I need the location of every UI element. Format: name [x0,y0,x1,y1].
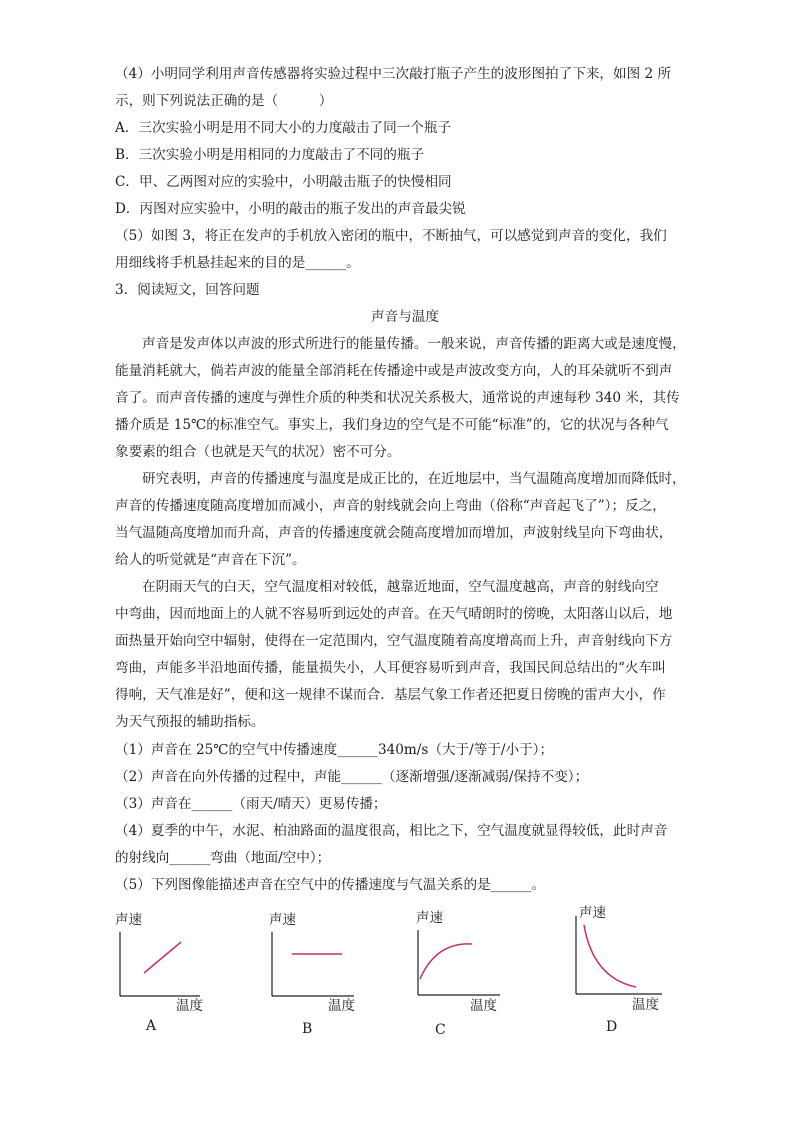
p3-line: 得响，天气准是好”，便和这一规律不谋而合．基层气象工作者还把夏日傍晚的雷声大小，作 [115,687,666,703]
section3-heading: 3．阅读短文，回答问题 [115,282,260,298]
q4-option-d: D．丙图对应实验中，小明的敲击的瓶子发出的声音最尖锐 [115,201,466,217]
p2-line: 声音的传播速度随高度增加而减小，声音的射线就会向上弯曲（俗称“声音起飞了”）；反之， [115,498,666,514]
graph-option-c [406,902,536,1042]
x-axis-label: 温度 [176,998,203,1014]
option-letter-a: A [146,1018,157,1034]
curve-saturating [420,944,472,979]
subquestion-1: （1）声音在 25℃的空气中传播速度______340m/s（大于/等于/小于）； [115,742,554,758]
p2-line: 给人的听觉就是“声音在下沉”。 [115,552,306,568]
p3-line: 中弯曲，因而地面上的人就不容易听到远处的声音。在天气晴朗时的傍晚，太阳落山以后，地 [115,606,673,622]
y-axis-label: 声速 [269,912,296,928]
subquestion-5: （5）下列图像能描述声音在空气中的传播速度与气温关系的是______。 [115,877,546,893]
graph-option-b [262,902,392,1042]
subquestion-4-line2: 的射线向______弯曲（地面/空中）； [115,850,331,866]
y-axis-label: 声速 [579,905,606,921]
graph-options [110,902,700,1047]
p1-line: 播介质是 15℃的标准空气。事实上，我们身边的空气是不可能“标准”的，它的状况与各种气 [115,417,669,433]
x-axis-label: 温度 [470,998,497,1014]
q4-stem-line2: 示，则下列说法正确的是（ ） [115,93,333,109]
p2-line: 当气温随高度增加而升高，声音的传播速度就会随高度增加而增加，声波射线呈向下弯曲状， [115,525,673,541]
graph-a-plot [110,902,240,1042]
q5-stem-line1: （5）如图 3，将正在发声的手机放入密闭的瓶中，不断抽气，可以感觉到声音的变化，我们 [115,228,667,244]
p3-line: 面热量开始向空中辐射，使得在一定范围内，空气温度随着高度增高而上升，声音射线向下方 [115,633,673,649]
p1-line: 声音是发声体以声波的形式所进行的能量传播。一般来说，声音传播的距离大或是速度慢， [142,336,686,352]
p1-line: 音了。而声音传播的速度与弹性介质的种类和状况关系极大，通常说的声速每秒 340 米，其传 [115,390,680,406]
p1-line: 能量消耗就大，倘若声波的能量全部消耗在传播途中或是声波改变方向，人的耳朵就听不到声 [115,363,673,379]
q4-option-c: C．甲、乙两图对应的实验中，小明敲击瓶子的快慢相同 [115,174,452,190]
y-axis-label: 声速 [416,910,443,926]
p1-line: 象要素的组合（也就是天气的状况）密不可分。 [115,444,401,460]
x-axis-label: 温度 [632,997,659,1013]
graph-d-plot [568,902,698,1042]
option-letter-c: C [435,1022,446,1038]
q4-option-a: A．三次实验小明是用不同大小的力度敲击了同一个瓶子 [115,120,452,136]
graph-option-d [568,902,698,1042]
q5-stem-line2: 用细线将手机悬挂起来的目的是______。 [115,255,360,271]
graph-option-a [110,902,240,1042]
p3-line: 弯曲，声能多半沿地面传播，能量损失小，人耳便容易听到声音，我国民间总结出的“火车叫 [115,660,666,676]
q4-option-b: B．三次实验小明是用相同的力度敲击了不同的瓶子 [115,147,425,163]
p2-line: 研究表明，声音的传播速度与温度是成正比的，在近地层中，当气温随高度增加而降低时， [142,471,686,487]
passage-title: 声音与温度 [371,309,439,325]
subquestion-3: （3）声音在______（雨天/晴天）更易传播； [115,796,387,812]
graph-b-plot [262,902,392,1042]
curve-rising-line [144,942,181,973]
graph-c-plot [406,902,536,1042]
curve-decreasing [584,925,636,987]
p3-line: 为天气预报的辅助指标。 [115,714,265,730]
y-axis-label: 声速 [115,912,142,928]
p3-line: 在阴雨天气的白天，空气温度相对较低，越靠近地面，空气温度越高，声音的射线向空 [142,579,659,595]
subquestion-4-line1: （4）夏季的中午，水泥、柏油路面的温度很高，相比之下，空气温度就显得较低，此时声音 [115,823,668,839]
option-letter-b: B [302,1021,313,1037]
x-axis-label: 温度 [328,998,355,1014]
subquestion-2: （2）声音在向外传播的过程中，声能______（逐渐增强/逐渐减弱/保持不变）； [115,769,589,785]
option-letter-d: D [606,1019,618,1035]
q4-stem-line1: （4）小明同学利用声音传感器将实验过程中三次敲打瓶子产生的波形图拍了下来，如图 2 所 [115,66,672,82]
